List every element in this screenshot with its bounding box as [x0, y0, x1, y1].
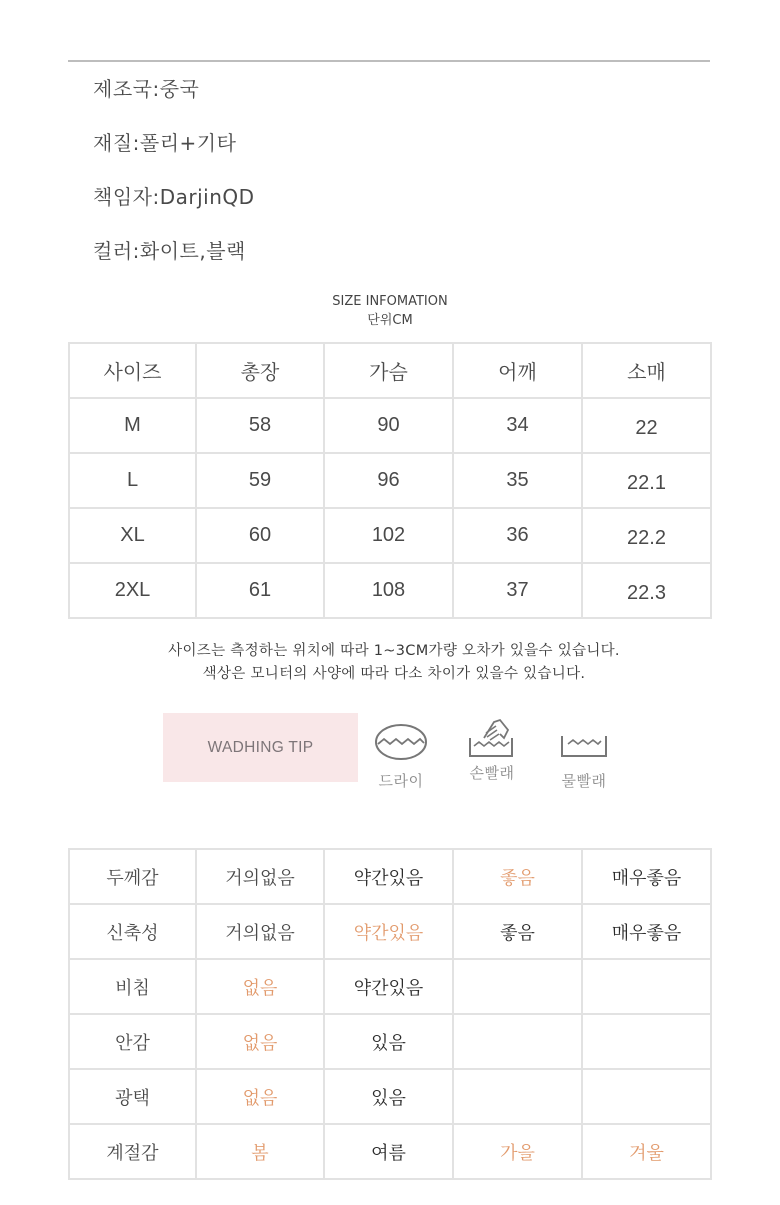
option-cell-selected: 겨울: [582, 1124, 711, 1179]
option-cell: 매우좋음: [582, 849, 711, 904]
cell-shoulder: 36: [453, 508, 582, 563]
option-cell-selected: 없음: [196, 1014, 324, 1069]
cell-size: XL: [69, 508, 196, 563]
option-cell-selected: 없음: [196, 959, 324, 1014]
notice-color: 색상은 모니터의 사양에 따라 다소 차이가 있을수 있습니다.: [202, 666, 586, 682]
hand-wash-icon: [457, 716, 527, 760]
cell-length: 60: [196, 508, 324, 563]
top-divider: [68, 60, 710, 62]
property-label: 비침: [69, 959, 196, 1014]
spec-manager: 책임자:DarjinQD: [93, 185, 255, 209]
washing-tip-label: WADHING TIP: [207, 738, 314, 756]
property-label: 신축성: [69, 904, 196, 959]
header-size: 사이즈: [69, 343, 196, 398]
size-heading: [0, 292, 780, 330]
property-label: 계절감: [69, 1124, 196, 1179]
fabric-row-sheerness: [69, 959, 711, 1014]
dry-clean-icon: [366, 722, 436, 762]
option-cell: 약간있음: [324, 849, 453, 904]
water-wash-icon: [549, 722, 619, 762]
wash-label-water: 물빨래: [561, 772, 607, 790]
cell-size: L: [69, 453, 196, 508]
cell-chest: 108: [324, 563, 453, 618]
spec-origin: 제조국:중국: [93, 77, 200, 101]
option-cell: 거의없음: [196, 904, 324, 959]
fabric-row-gloss: [69, 1069, 711, 1124]
wash-option-water: [549, 722, 619, 791]
option-cell-selected: 좋음: [453, 849, 582, 904]
wash-option-dry: [366, 722, 436, 791]
washing-tip-banner: [163, 713, 358, 782]
cell-chest: 90: [324, 398, 453, 453]
option-cell: 매우좋음: [582, 904, 711, 959]
cell-shoulder: 35: [453, 453, 582, 508]
header-shoulder: 어깨: [453, 343, 582, 398]
option-cell: 거의없음: [196, 849, 324, 904]
option-cell: 있음: [324, 1069, 453, 1124]
spec-material: 재질:폴리+기타: [93, 131, 237, 155]
empty-cell: [453, 1069, 582, 1124]
header-sleeve: 소매: [582, 343, 711, 398]
fabric-row-season: [69, 1124, 711, 1179]
cell-chest: 102: [324, 508, 453, 563]
header-length: 총장: [196, 343, 324, 398]
table-row: [69, 508, 711, 563]
empty-cell: [453, 959, 582, 1014]
property-label: 두께감: [69, 849, 196, 904]
option-cell: 있음: [324, 1014, 453, 1069]
option-cell: 좋음: [453, 904, 582, 959]
table-row: [69, 453, 711, 508]
cell-length: 61: [196, 563, 324, 618]
cell-length: 58: [196, 398, 324, 453]
fabric-row-stretch: [69, 904, 711, 959]
size-table-header: [69, 343, 711, 398]
wash-option-hand: [457, 722, 527, 783]
fabric-row-thickness: [69, 849, 711, 904]
wash-label-hand: 손빨래: [469, 764, 515, 782]
cell-sleeve: 22.1: [582, 453, 711, 508]
cell-size: 2XL: [69, 563, 196, 618]
table-row: [69, 563, 711, 618]
option-cell-selected: 없음: [196, 1069, 324, 1124]
option-cell-selected: 가을: [453, 1124, 582, 1179]
size-table: [68, 342, 712, 619]
table-row: [69, 398, 711, 453]
spec-color: 컬러:화이트,블랙: [93, 239, 246, 263]
option-cell: 여름: [324, 1124, 453, 1179]
cell-sleeve: 22.2: [582, 508, 711, 563]
option-cell-selected: 약간있음: [324, 904, 453, 959]
empty-cell: [453, 1014, 582, 1069]
option-cell: 약간있음: [324, 959, 453, 1014]
fabric-properties-table: [68, 848, 712, 1180]
size-title: SIZE INFOMATION: [332, 294, 448, 309]
cell-length: 59: [196, 453, 324, 508]
notice-measurement: 사이즈는 측정하는 위치에 따라 1~3CM가량 오차가 있을수 있습니다.: [168, 643, 620, 659]
cell-shoulder: 34: [453, 398, 582, 453]
empty-cell: [582, 1014, 711, 1069]
wash-label-dry: 드라이: [378, 772, 424, 790]
cell-shoulder: 37: [453, 563, 582, 618]
cell-sleeve: 22: [582, 398, 711, 453]
cell-sleeve: 22.3: [582, 563, 711, 618]
cell-chest: 96: [324, 453, 453, 508]
empty-cell: [582, 959, 711, 1014]
fabric-row-lining: [69, 1014, 711, 1069]
header-chest: 가슴: [324, 343, 453, 398]
property-label: 안감: [69, 1014, 196, 1069]
option-cell-selected: 봄: [196, 1124, 324, 1179]
cell-size: M: [69, 398, 196, 453]
size-notice: [0, 640, 780, 686]
product-spec-list: [93, 72, 255, 288]
empty-cell: [582, 1069, 711, 1124]
size-unit: 단위CM: [367, 313, 413, 328]
property-label: 광택: [69, 1069, 196, 1124]
